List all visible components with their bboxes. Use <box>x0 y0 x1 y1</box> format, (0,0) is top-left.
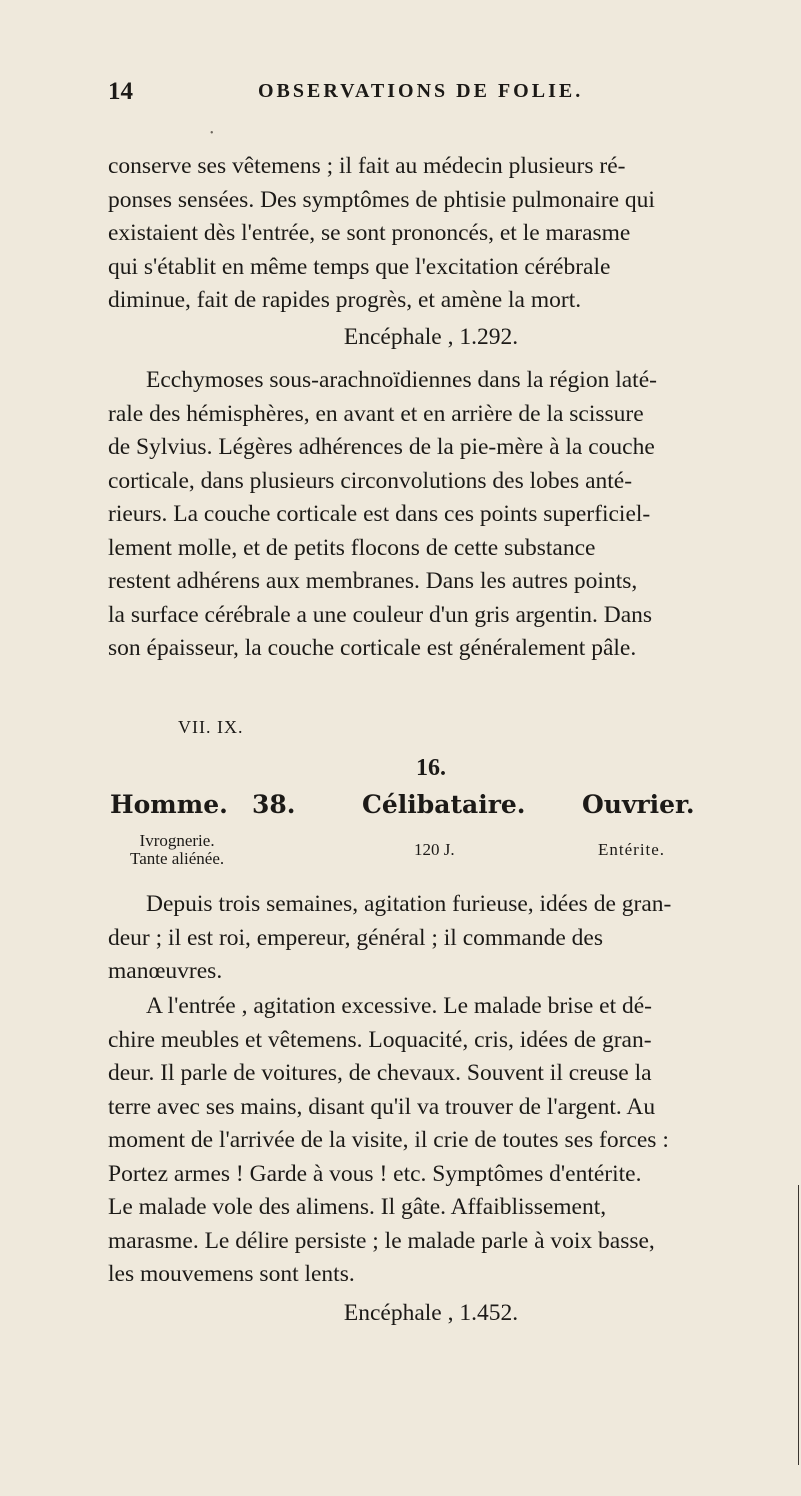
paragraph-continuation <box>108 150 754 318</box>
case-disease: Entérite. <box>598 840 666 859</box>
case-cause-1: Ivrognerie. <box>139 832 215 850</box>
text-line: les mouvemens sont lents. <box>108 1261 355 1287</box>
case-profession: Ouvrier. <box>582 790 695 819</box>
text-line: terre avec ses mains, disant qu'il va trouver de l'argent. Au <box>108 1093 656 1120</box>
paragraph-admission <box>108 990 754 1292</box>
text-line: deur ; il est roi, empereur, général ; il commande des <box>108 924 603 951</box>
paragraph-autopsy <box>108 364 754 666</box>
text-line: rieurs. La couche corticale est dans ces points superficiel- <box>108 501 651 527</box>
text-line: lement molle, et de petits flocons de cette substance <box>108 534 596 561</box>
text-line: ponses sensées. Des symptômes de phtisie pulmonaire qui <box>108 186 655 213</box>
text-line: la surface cérébrale a une couleur d'un gris argentin. Dans <box>108 601 653 628</box>
text-line: marasme. Le délire persiste ; le malade parle à voix basse, <box>108 1227 655 1254</box>
paragraph-history <box>108 888 754 989</box>
encephale-weight-1: Encéphale , 1.292. <box>343 324 519 350</box>
running-title: OBSERVATIONS DE FOLIE. <box>258 80 584 102</box>
page-header <box>108 78 748 112</box>
text-line: Le malade vole des alimens. Il gâte. Affaiblissement, <box>108 1194 607 1220</box>
text-line: qui s'établit en même temps que l'excitation cérébrale <box>108 253 611 280</box>
case-number: 16. <box>416 755 446 781</box>
section-reference: VII. IX. <box>178 717 244 737</box>
text-line: Portez armes ! Garde à vous ! etc. Symptômes d'entérite. <box>108 1160 642 1187</box>
text-line: Ecchymoses sous-arachnoïdiennes dans la région laté- <box>146 367 657 393</box>
text-line: moment de l'arrivée de la visite, il crie de toutes ses forces : <box>108 1127 669 1153</box>
text-line: chire meubles et vêtemens. Loquacité, cris, idées de gran- <box>108 1026 652 1053</box>
print-speck: • <box>210 128 214 139</box>
case-sex: Homme. <box>110 790 228 819</box>
text-line: A l'entrée , agitation excessive. Le malade brise et dé- <box>146 993 653 1019</box>
text-line: deur. Il parle de voitures, de chevaux. Souvent il creuse la <box>108 1060 652 1086</box>
text-line: corticale, dans plusieurs circonvolutions des lobes anté- <box>108 467 633 494</box>
text-line: rale des hémisphères, en avant et en arrière de la scissure <box>108 400 644 427</box>
text-line: diminue, fait de rapides progrès, et amène la mort. <box>108 287 582 313</box>
case-cause-2: Tante aliénée. <box>130 850 225 868</box>
text-line: Depuis trois semaines, agitation furieuse, idées de gran- <box>146 891 672 917</box>
case-age: 38. <box>252 790 296 819</box>
page-edge-line <box>798 1185 799 1465</box>
text-line: manœuvres. <box>108 958 223 984</box>
page-number: 14 <box>108 78 133 105</box>
case-causes <box>130 832 224 868</box>
text-line: de Sylvius. Légères adhérences de la pie-mère à la couche <box>108 434 655 460</box>
case-duration: 120 J. <box>414 840 455 859</box>
text-line: conserve ses vêtemens ; il fait au médecin plusieurs ré- <box>108 153 626 179</box>
text-line: restent adhérens aux membranes. Dans les autres points, <box>108 568 638 594</box>
encephale-weight-2: Encéphale , 1.452. <box>343 1300 519 1326</box>
text-line: son épaisseur, la couche corticale est généralement pâle. <box>108 635 637 661</box>
text-line: existaient dès l'entrée, se sont prononcés, et le marasme <box>108 220 631 246</box>
case-status: Célibataire. <box>362 790 526 819</box>
